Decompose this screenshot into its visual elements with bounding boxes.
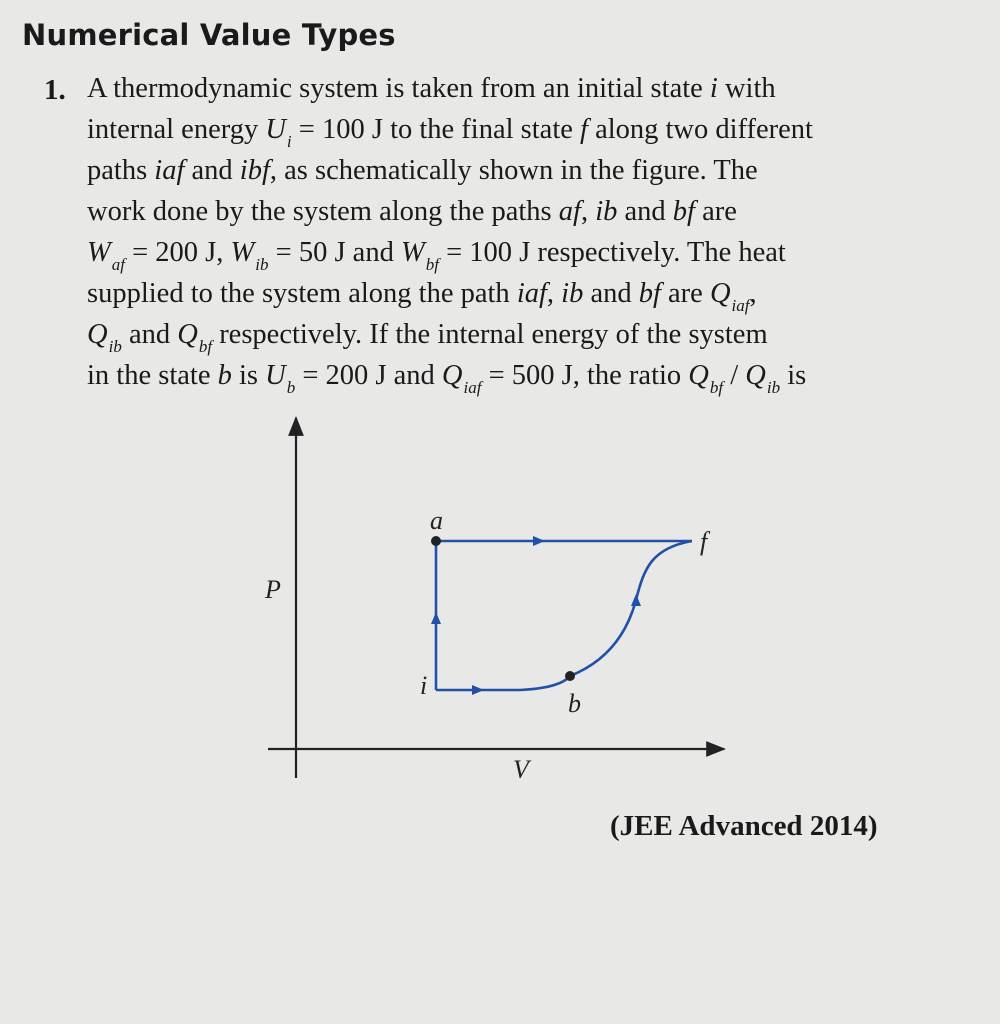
text-span: / — [723, 360, 746, 391]
text-span: supplied to the system along the path — [87, 278, 517, 309]
sub-i: i — [286, 132, 292, 151]
path-bf: bf — [672, 196, 695, 227]
text-span: , — [580, 196, 596, 227]
path-iaf: iaf — [516, 278, 547, 309]
sub-ib: ib — [766, 378, 781, 397]
sub-b: b — [286, 378, 296, 397]
sub-iaf: iaf — [731, 296, 750, 315]
text-span: and — [583, 278, 639, 309]
arrow-af — [533, 536, 545, 546]
var-Q: Q — [441, 360, 463, 391]
sub-bf: bf — [198, 337, 213, 356]
point-i-label: i — [420, 671, 428, 700]
point-a-dot — [431, 536, 441, 546]
text-span: respectively. If the internal energy of the system — [212, 319, 768, 350]
sub-ib: ib — [255, 255, 269, 274]
path-ib: ib — [561, 278, 584, 309]
text-span: = 200 J and — [295, 360, 442, 391]
point-f-label: f — [700, 527, 708, 556]
var-W: W — [230, 237, 255, 268]
text-span: A thermodynamic system is taken from an initial state — [87, 73, 710, 104]
text-span: internal energy — [87, 114, 266, 145]
point-b-label: b — [568, 689, 581, 718]
text-span: are — [660, 278, 703, 309]
point-a-label: a — [430, 506, 443, 535]
path-ib: ib — [595, 196, 618, 227]
var-Q: Q — [177, 319, 198, 350]
text-span: and — [617, 196, 673, 227]
y-axis-label: P — [265, 575, 281, 604]
text-span: with — [717, 73, 776, 104]
text-span: = 100 J respectively. The heat — [438, 237, 786, 268]
text-span: = 50 J and — [268, 237, 401, 268]
var-U: U — [265, 114, 286, 145]
text-span: = 100 J to the final state — [291, 114, 581, 145]
question-number: 1. — [44, 74, 66, 106]
var-b: b — [217, 360, 232, 391]
var-W: W — [400, 237, 425, 268]
path-bf: bf — [638, 278, 661, 309]
text-span: in the state — [87, 360, 218, 391]
var-U: U — [265, 360, 286, 391]
x-axis-label: V — [513, 755, 529, 784]
text-span: and — [184, 155, 240, 186]
sub-iaf: iaf — [463, 378, 482, 397]
path-iaf: iaf — [154, 155, 185, 186]
path-ib-curve — [436, 676, 570, 690]
text-span: and — [121, 319, 178, 350]
var-Q: Q — [745, 360, 766, 391]
path-ibf: ibf — [239, 155, 270, 186]
text-span: are — [694, 196, 737, 227]
sub-bf: bf — [425, 255, 439, 274]
path-af: af — [558, 196, 581, 227]
arrow-bf — [631, 594, 641, 606]
section-heading: Numerical Value Types — [22, 18, 396, 52]
text-span: , — [749, 278, 757, 309]
var-Q: Q — [709, 278, 731, 309]
arrow-ib — [472, 685, 484, 695]
var-W: W — [87, 237, 111, 268]
text-span: , as schematically shown in the figure. The — [269, 155, 758, 186]
sub-ib: ib — [108, 337, 122, 356]
sub-af: af — [111, 255, 125, 274]
arrow-ia — [431, 612, 441, 624]
text-span: is — [780, 360, 807, 391]
text-span: , — [546, 278, 562, 309]
source-citation: (JEE Advanced 2014) — [610, 810, 878, 842]
var-i: i — [709, 73, 718, 104]
text-span: along two different — [587, 114, 813, 145]
var-Q: Q — [87, 319, 108, 350]
text-span: work done by the system along the paths — [87, 196, 559, 227]
text-span: paths — [87, 155, 155, 186]
text-span: = 200 J, — [124, 237, 231, 268]
var-f: f — [580, 114, 588, 145]
text-span: is — [231, 360, 266, 391]
text-span: = 500 J, the ratio — [481, 360, 689, 391]
sub-bf: bf — [709, 378, 724, 397]
path-bf-curve — [570, 541, 692, 676]
var-Q: Q — [688, 360, 709, 391]
point-b-dot — [565, 671, 575, 681]
